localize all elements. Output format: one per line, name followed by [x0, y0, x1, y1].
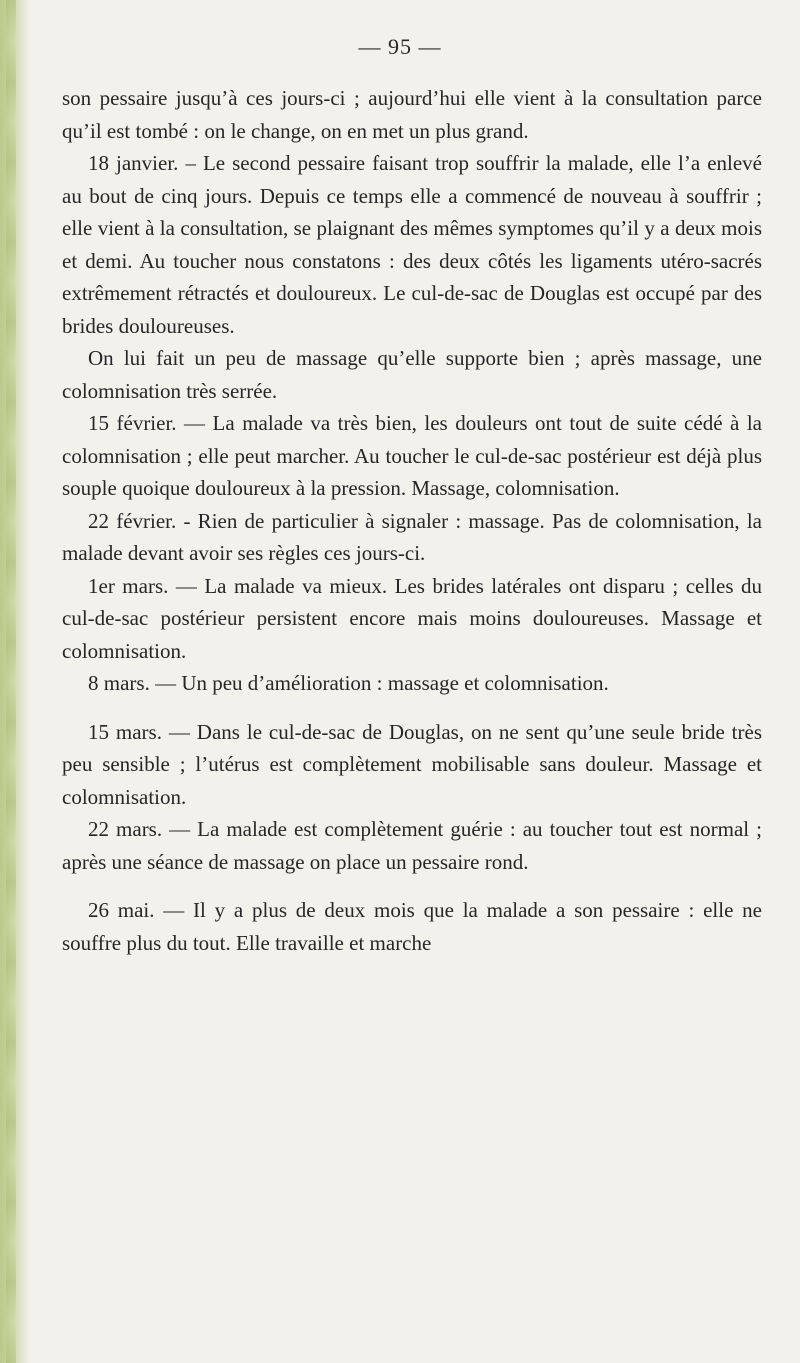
- paragraph: 8 mars. — Un peu d’amélioration : massage et colomnisation.: [88, 671, 609, 695]
- paragraph: 22 mars. — La malade est complètement guérie : au toucher tout est normal ; après une séance de massage on place un pessaire rond.: [62, 817, 762, 874]
- paragraph: 26 mai. — Il y a plus de deux mois que la malade a son pessaire : elle ne souffre plus du tout. Elle travaille et marche: [62, 898, 762, 955]
- paragraph: On lui fait un peu de massage qu’elle supporte bien ; après massage, une colomnisation très serrée.: [62, 346, 762, 403]
- binding-edge: [0, 0, 30, 1363]
- paragraph: 22 février. - Rien de particulier à signaler : massage. Pas de colomnisation, la malade devant avoir ses règles ces jours-ci.: [62, 508, 762, 565]
- paragraph: 15 février. — La malade va très bien, les douleurs ont tout de suite cédé à la colomnisation ; elle peut marcher. Au toucher le cul-de-sac postérieur est déjà plus souple quoique douloureux à la pression. Massage, colomnisation.: [62, 411, 762, 500]
- paragraph: 1er mars. — La malade va mieux. Les brides latérales ont disparu ; celles du cul-de-sac postérieur persistent encore mais moins douloureuses. Massage et colomnisation.: [62, 573, 762, 663]
- paragraph: son pessaire jusqu’à ces jours-ci ; aujourd’hui elle vient à la consultation parce qu’il est tombé : on le change, on en met un plus grand.: [62, 86, 762, 143]
- paragraph: 18 janvier. – Le second pessaire faisant trop souffrir la malade, elle l’a enlevé au bout de cinq jours. Depuis ce temps elle a commencé de nouveau à souffrir ; elle vient à la consultation, se plaignant des mêmes symptomes qu’il y a deux mois et demi. Au toucher nous constatons : des deux côtés les ligaments utéro-sacrés extrêmement rétractés et douloureux. Le cul-de-sac de Douglas est occupé par des brides douloureuses.: [62, 151, 762, 338]
- body-text: [62, 82, 762, 959]
- paragraph: 15 mars. — Dans le cul-de-sac de Douglas, on ne sent qu’une seule bride très peu sensible ; l’utérus est complètement mobilisable sans douleur. Massage et colomnisation.: [62, 719, 762, 809]
- page-number: — 95 —: [358, 34, 442, 59]
